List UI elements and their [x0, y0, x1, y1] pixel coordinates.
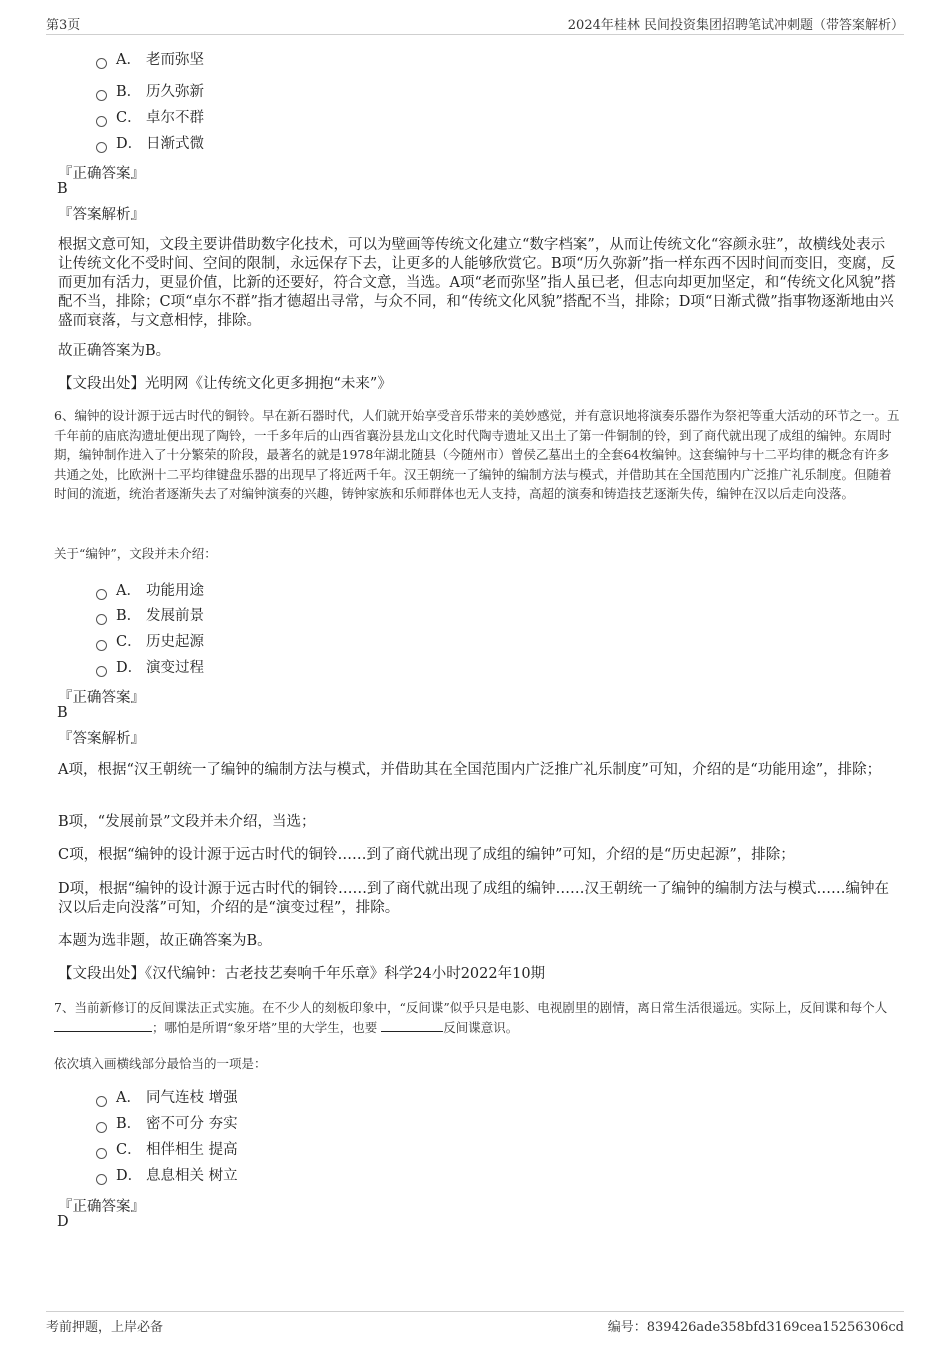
- q7-option-a[interactable]: A． 同气连枝 增强: [96, 1088, 238, 1108]
- radio-icon[interactable]: [96, 58, 107, 69]
- q6-analysis-c: C项，根据“编钟的设计源于远古时代的铜铃……到了商代就出现了成组的编钟”可知，介绍的是“历史起源”，排除；: [58, 847, 795, 863]
- q5-option-c[interactable]: C． 卓尔不群: [96, 108, 204, 128]
- q6-option-a[interactable]: A． 功能用途: [96, 581, 204, 601]
- q5-option-a[interactable]: A． 老而弥坚: [96, 50, 204, 70]
- page-header: [46, 14, 904, 35]
- radio-icon[interactable]: [96, 589, 107, 600]
- q7-option-c[interactable]: C． 相伴相生 提高: [96, 1140, 238, 1160]
- q6-passage: 6、编钟的设计源于远古时代的铜铃。早在新石器时代，人们就开始享受音乐带来的美妙感觉，并有意识地将演奏乐器作为祭祀等重大活动的环节之一。五千年前的庙底沟遗址便出现了陶铃，一千多年后的山西省襄汾县龙山文化时代陶寺遗址又出土了第一件铜制的铃，到了商代就出现了成组的编钟。东周时期，编钟制作进入了十分繁荣的阶段，最著名的就是1978年湖北随县（今随州市）曾侯乙墓出土的全套64枚编钟。这套编钟与十二平均律的概念有许多共通之处，比欧洲十二平均律键盘乐器的出现早了将近两千年。汉王朝统一了编钟的编制方法与模式，并借助其在全国范围内广泛推广礼乐制度。但随着时间的流逝，统治者逐渐失去了对编钟演奏的兴趣，铸钟家族和乐师群体也无人支持，高超的演奏和铸造技艺逐渐失传，编钟在汉以后走向没落。: [54, 408, 900, 501]
- q7-answer-label: 『正确答案』: [58, 1199, 145, 1215]
- q6-source: 【文段出处】《汉代编钟：古老技艺奏响千年乐章》科学24小时2022年10期: [58, 966, 546, 982]
- q6-question: 关于“编钟”，文段并未介绍：: [54, 546, 217, 561]
- q6-answer-label: 『正确答案』: [58, 690, 145, 706]
- footer-slogan: 考前押题，上岸必备: [46, 1320, 164, 1335]
- q5-answer: B: [57, 181, 68, 197]
- q5-option-d[interactable]: D． 日渐式微: [96, 134, 204, 154]
- q5-analysis-label: 『答案解析』: [58, 207, 145, 223]
- q6-answer: B: [57, 705, 68, 721]
- q5-conclusion: 故正确答案为B。: [58, 343, 171, 359]
- radio-icon[interactable]: [96, 1148, 107, 1159]
- page-footer: [46, 1311, 904, 1336]
- radio-icon[interactable]: [96, 116, 107, 127]
- q7-question: 依次填入画横线部分最恰当的一项是：: [54, 1056, 267, 1071]
- page-number: 第3页: [46, 18, 81, 33]
- q7-passage: 7、当前新修订的反间谍法正式实施。在不少人的刻板印象中，“反间谍”似乎只是电影、电视剧里的剧情，离日常生活很遥远。实际上，反间谍和每个人 ；哪怕是所谓“象牙塔”里的大学生，也要 反间谍意识。: [54, 1000, 888, 1035]
- q6-option-c[interactable]: C． 历史起源: [96, 632, 204, 652]
- q5-answer-label: 『正确答案』: [58, 166, 145, 182]
- q5-option-b[interactable]: B． 历久弥新: [96, 82, 204, 102]
- q6-conclusion: 本题为选非题，故正确答案为B。: [58, 933, 272, 949]
- q6-option-b[interactable]: B． 发展前景: [96, 606, 204, 626]
- radio-icon[interactable]: [96, 1122, 107, 1133]
- radio-icon[interactable]: [96, 90, 107, 101]
- fill-blank-2[interactable]: [381, 1019, 443, 1032]
- radio-icon[interactable]: [96, 1096, 107, 1107]
- q6-analysis-label: 『答案解析』: [58, 731, 145, 747]
- q6-option-d[interactable]: D． 演变过程: [96, 658, 204, 678]
- q6-analysis-a: A项，根据“汉王朝统一了编钟的编制方法与模式，并借助其在全国范围内广泛推广礼乐制度”可知，介绍的是“功能用途”，排除；: [58, 762, 882, 778]
- q7-answer: D: [57, 1214, 69, 1230]
- radio-icon[interactable]: [96, 640, 107, 651]
- q7-option-b[interactable]: B． 密不可分 夯实: [96, 1114, 238, 1134]
- radio-icon[interactable]: [96, 142, 107, 153]
- radio-icon[interactable]: [96, 666, 107, 677]
- document-id: 编号：839426ade358bfd3169cea15256306cd: [607, 1320, 904, 1335]
- radio-icon[interactable]: [96, 1174, 107, 1185]
- radio-icon[interactable]: [96, 614, 107, 625]
- q5-source: 【文段出处】光明网《让传统文化更多拥抱“未来”》: [58, 376, 392, 392]
- fill-blank-1[interactable]: [54, 1019, 152, 1032]
- q7-option-d[interactable]: D． 息息相关 树立: [96, 1166, 238, 1186]
- q6-analysis-b: B项，“发展前景”文段并未介绍，当选；: [58, 814, 316, 830]
- document-title: 2024年桂林 民间投资集团招聘笔试冲刺题（带答案解析）: [567, 18, 904, 33]
- q5-analysis: 根据文意可知，文段主要讲借助数字化技术，可以为壁画等传统文化建立“数字档案”，从而让传统文化“容颜永驻”，故横线处表示让传统文化不受时间、空间的限制，永远保存下去，让更多的人能够欣赏它。B项“历久弥新”指一样东西不因时间而变旧，变腐，反而更加有活力，更显价值，比新的还要好，符合文意，当选。A项“老而弥坚”指人虽已老，但志向却更加坚定，和“传统文化风貌”搭配不当，排除；C项“卓尔不群”指才德超出寻常，与众不同，和“传统文化风貌”搭配不当，排除；D项“日渐式微”指事物逐渐地由兴盛而衰落，与文意相悖，排除。: [58, 237, 896, 329]
- q6-analysis-d: D项，根据“编钟的设计源于远古时代的铜铃……到了商代就出现了成组的编钟……汉王朝统一了编钟的编制方法与模式……编钟在汉以后走向没落”可知，介绍的是“演变过程”，排除。: [58, 881, 890, 916]
